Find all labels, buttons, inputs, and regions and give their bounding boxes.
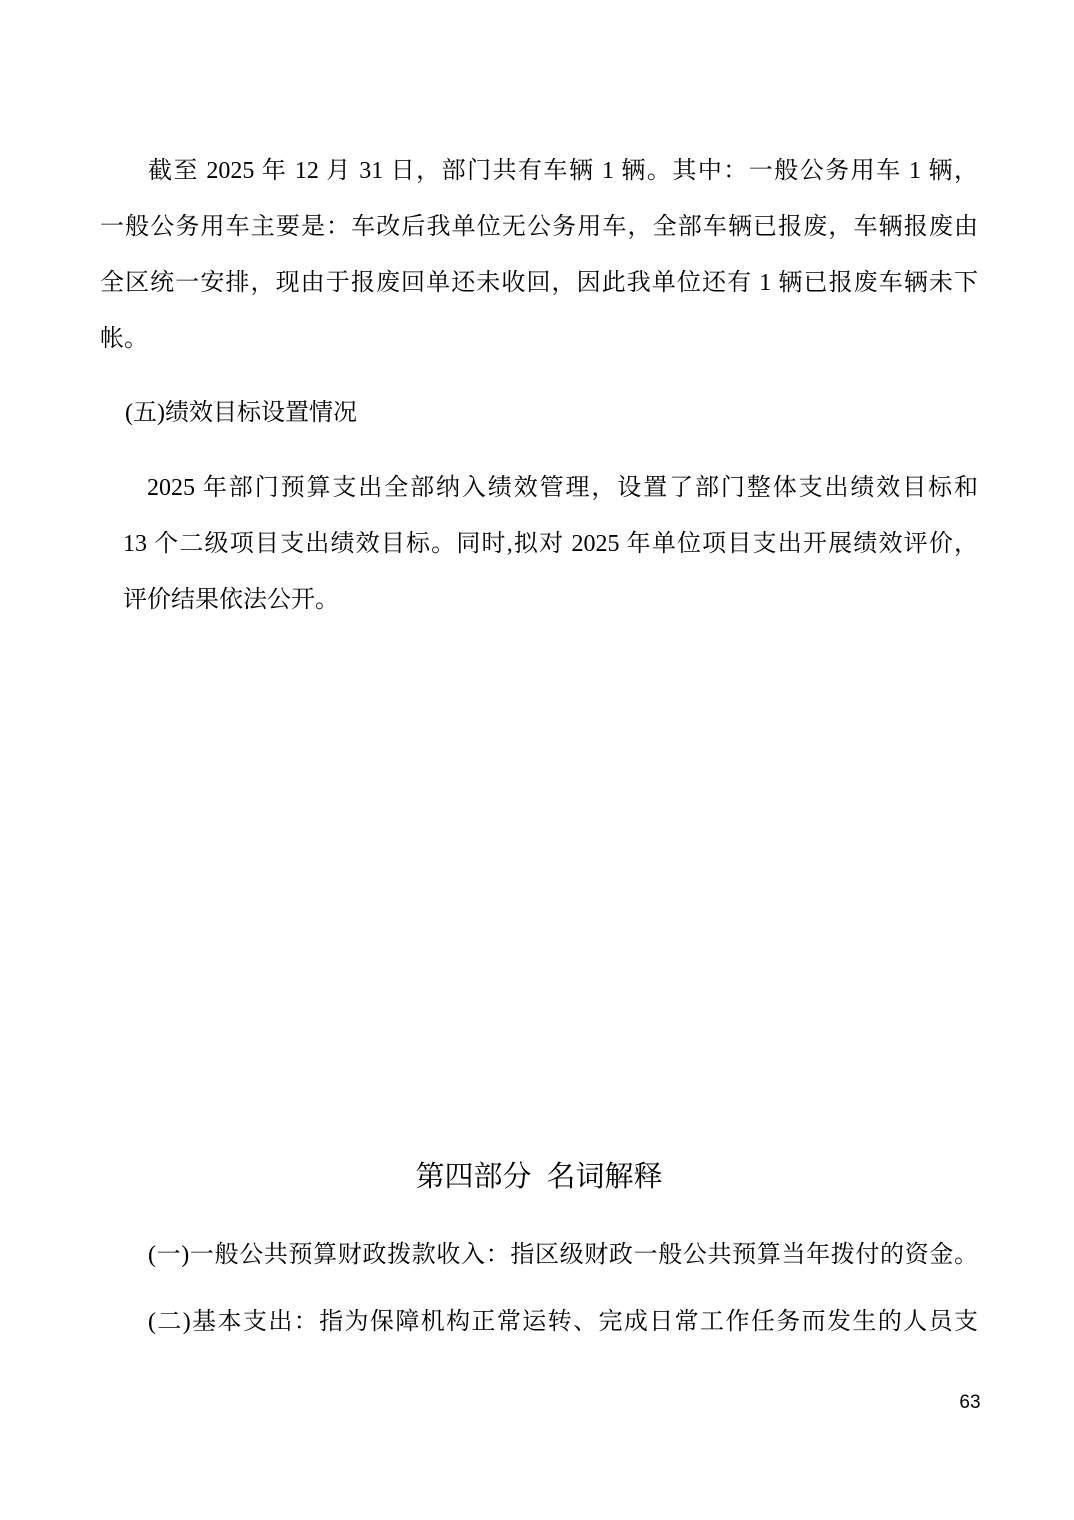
paragraph-line: 一般公务用车主要是：车改后我单位无公务用车，全部车辆已报废，车辆报废由 (100, 214, 978, 240)
section-five-heading: (五)绩效目标设置情况 (125, 400, 357, 426)
part-four-heading (100, 1149, 978, 1205)
paragraph-line: 2025 年部门预算支出全部纳入绩效管理，设置了部门整体支出绩效目标和 (147, 475, 978, 501)
paragraph-line: 全区统一安排，现由于报废回单还未收回，因此我单位还有 1 辆已报废车辆未下 (100, 270, 978, 296)
paragraph-vehicles (100, 143, 978, 367)
part-four-heading-title: 名词解释 (546, 1161, 663, 1193)
paragraph-line: 帐。 (100, 326, 148, 352)
paragraph-line: 截至 2025 年 12 月 31 日，部门共有车辆 1 辆。其中：一般公务用车 1 辆， (148, 158, 978, 184)
glossary-item-1: (一)一般公共预算财政拨款收入：指区级财政一般公共预算当年拨付的资金。 (148, 1242, 978, 1268)
page-number: 63 (959, 1392, 981, 1413)
glossary-item-2: (二)基本支出：指为保障机构正常运转、完成日常工作任务而发生的人员支 (148, 1309, 978, 1335)
paragraph-line: 评价结果依法公开。 (123, 587, 339, 613)
paragraph-line: 13 个二级项目支出绩效目标。同时,拟对 2025 年单位项目支出开展绩效评价， (123, 531, 978, 557)
paragraph-performance (123, 460, 978, 628)
part-four-heading-label: 第四部分 (415, 1161, 532, 1193)
